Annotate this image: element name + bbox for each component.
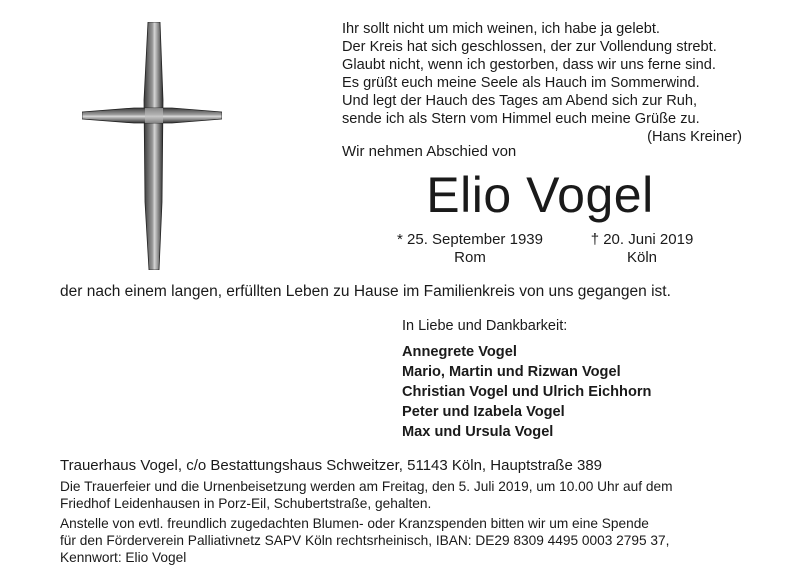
birth-date: * 25. September 1939: [397, 231, 543, 248]
poem-line: sende ich als Stern vom Himmel euch meine Grüße zu.: [342, 111, 700, 127]
funeral-home-address: Trauerhaus Vogel, c/o Bestattungshaus Schweitzer, 51143 Köln, Hauptstraße 389: [60, 457, 602, 474]
poem: [342, 20, 742, 146]
passing-text: der nach einem langen, erfüllten Leben zu Hause im Familienkreis von uns gegangen ist.: [60, 283, 671, 300]
deceased-name: Elio Vogel: [426, 167, 654, 223]
birth-place: Rom: [454, 249, 486, 266]
donation-line: für den Förderverein Palliativnetz SAPV Köln rechtsrheinisch, IBAN: DE29 8309 4495 0003 2795 37,: [60, 533, 670, 548]
poem-line: Der Kreis hat sich geschlossen, der zur Vollendung strebt.: [342, 39, 717, 55]
ceremony-info: [60, 478, 750, 512]
mourner-name: Max und Ursula Vogel: [402, 424, 554, 440]
donation-line: Anstelle von evtl. freundlich zugedachten Blumen- oder Kranzspenden bitten wir um eine Spende: [60, 516, 649, 531]
poem-line: Glaubt nicht, wenn ich gestorben, dass wir uns ferne sind.: [342, 57, 716, 73]
cross-icon: [82, 22, 222, 270]
donation-line: Kennwort: Elio Vogel: [60, 550, 187, 565]
mourners-list: [402, 342, 651, 442]
ceremony-line: Die Trauerfeier und die Urnenbeisetzung werden am Freitag, den 5. Juli 2019, um 10.00 Uhr auf dem: [60, 479, 673, 494]
ceremony-line: Friedhof Leidenhausen in Porz-Eil, Schubertstraße, gehalten.: [60, 496, 432, 511]
mourner-name: Peter und Izabela Vogel: [402, 404, 565, 420]
poem-line: Ihr sollt nicht um mich weinen, ich habe ja gelebt.: [342, 21, 660, 37]
donation-info: [60, 515, 750, 566]
death-place: Köln: [626, 249, 658, 266]
intro-text: Wir nehmen Abschied von: [342, 143, 517, 160]
poem-line: Und legt der Hauch des Tages am Abend sich zur Ruh,: [342, 93, 698, 109]
thanks-line: In Liebe und Dankbarkeit:: [402, 318, 568, 334]
death-info: [577, 231, 707, 267]
death-date: † 20. Juni 2019: [590, 231, 694, 248]
mourner-name: Annegrete Vogel: [402, 344, 517, 360]
poem-line: Es grüßt euch meine Seele als Hauch im Sommerwind.: [342, 75, 700, 91]
mourner-name: Christian Vogel und Ulrich Eichhorn: [402, 384, 652, 400]
birth-info: [372, 231, 568, 267]
poem-author: (Hans Kreiner): [647, 129, 742, 145]
mourner-name: Mario, Martin und Rizwan Vogel: [402, 364, 621, 380]
